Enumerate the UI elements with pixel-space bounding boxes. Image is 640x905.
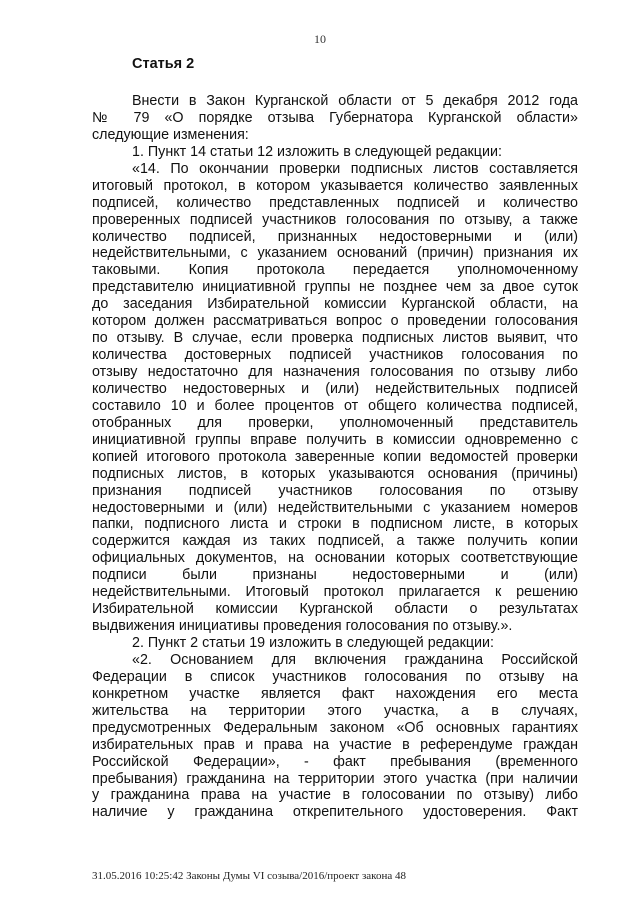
text-line: таковыми. Копия протокола передается уполномоченному	[92, 262, 578, 279]
text-line: количество подписей, признанных недостоверными и (или)	[92, 228, 578, 245]
text-line: содержится каждая из таких подписей, а также получить копии	[92, 533, 578, 550]
text-line: составило 10 и более процентов от общего количества подписей,	[92, 397, 578, 414]
text-line: «2. Основанием для включения гражданина Российской	[132, 651, 578, 668]
text-line: признания подписей участников голосования по отзыву	[92, 482, 578, 499]
text-line: Избирательной комиссии Курганской области о результатах	[92, 601, 578, 618]
document-footer: 31.05.2016 10:25:42 Законы Думы VI созыва/2016/проект закона 48	[92, 870, 406, 882]
text-line: 1. Пункт 14 статьи 12 изложить в следующей редакции:	[132, 143, 502, 160]
page-number: 10	[314, 32, 326, 46]
text-line: подписных листов, в которых указываются основания (причины)	[92, 465, 578, 482]
article-body	[92, 93, 578, 821]
text-line: по отзыву. В случае, если проверка подписных листов выявит, что	[92, 330, 578, 347]
text-line: официальных документов, на основании которых соответствующие	[92, 550, 578, 567]
text-line: выдвижения инициативы проведения голосования по отзыву.».	[92, 618, 513, 635]
text-line: Внести в Закон Курганской области от 5 декабря 2012 года	[132, 93, 578, 109]
text-line: «14. По окончании проверки подписных листов составляется	[132, 160, 578, 177]
article-title: Статья 2	[132, 56, 195, 72]
text-line: предусмотренных Федеральным законом «Об основных гарантиях	[92, 719, 578, 736]
text-line: избирательных прав и права на участие в референдуме граждан	[92, 736, 578, 753]
text-line: количество недостоверных и (или) недействительных подписей	[92, 380, 578, 397]
text-line: копией итогового протокола заверенные копии ведомостей проверки	[92, 448, 578, 465]
text-line: жительства на территории этого участка, а в случаях,	[92, 702, 578, 719]
text-line: подписей, количество представленных подписей и количество	[92, 194, 578, 211]
text-line: количества достоверных подписей участников голосования по	[92, 347, 578, 364]
text-line: недостоверными и (или) недействительными с указанием номеров	[92, 499, 578, 516]
text-line: инициативной группы вправе получить в комиссии одновременно с	[92, 431, 578, 448]
text-line: конкретном участке является факт нахождения его места	[92, 685, 578, 702]
text-line: подписи были признаны недостоверными и (или)	[92, 567, 578, 584]
text-line: 2. Пункт 2 статьи 19 изложить в следующей редакции:	[132, 635, 494, 651]
text-line: представителю инициативной группы не позднее чем за двое суток	[92, 279, 578, 296]
text-line: недействительными, с указанием оснований (причин) признания их	[92, 245, 578, 262]
text-line: пребывания) гражданина на территории этого участка (при наличии	[92, 770, 578, 787]
text-line: папки, подписного листа и строки в подписном листе, в которых	[92, 516, 578, 533]
text-line: № 79 «О порядке отзыва Губернатора Курганской области»	[92, 109, 578, 126]
text-line: до заседания Избирательной комиссии Курганской области, на	[92, 296, 578, 313]
text-line: недействительными. Итоговый протокол прилагается к решению	[92, 584, 578, 601]
text-line: Российской Федерации», - факт пребывания (временного	[92, 753, 578, 770]
text-line: отобранных для проверки, уполномоченный представитель	[92, 414, 578, 431]
text-line: Федерации в список участников голосования по отзыву на	[92, 668, 578, 685]
text-line: у гражданина права на участие в голосовании по отзыву) либо	[92, 787, 578, 804]
text-line: наличие у гражданина открепительного удостоверения. Факт	[92, 804, 578, 821]
text-line: проверенных подписей участников голосования по отзыву, а также	[92, 211, 578, 228]
text-line: отзыву недостаточно для назначения голосования по отзыву либо	[92, 364, 578, 380]
text-line: следующие изменения:	[92, 126, 249, 143]
text-line: итоговый протокол, в котором указывается количество заявленных	[92, 177, 578, 194]
text-line: котором должен рассматриваться вопрос о проведении голосования	[92, 313, 578, 330]
